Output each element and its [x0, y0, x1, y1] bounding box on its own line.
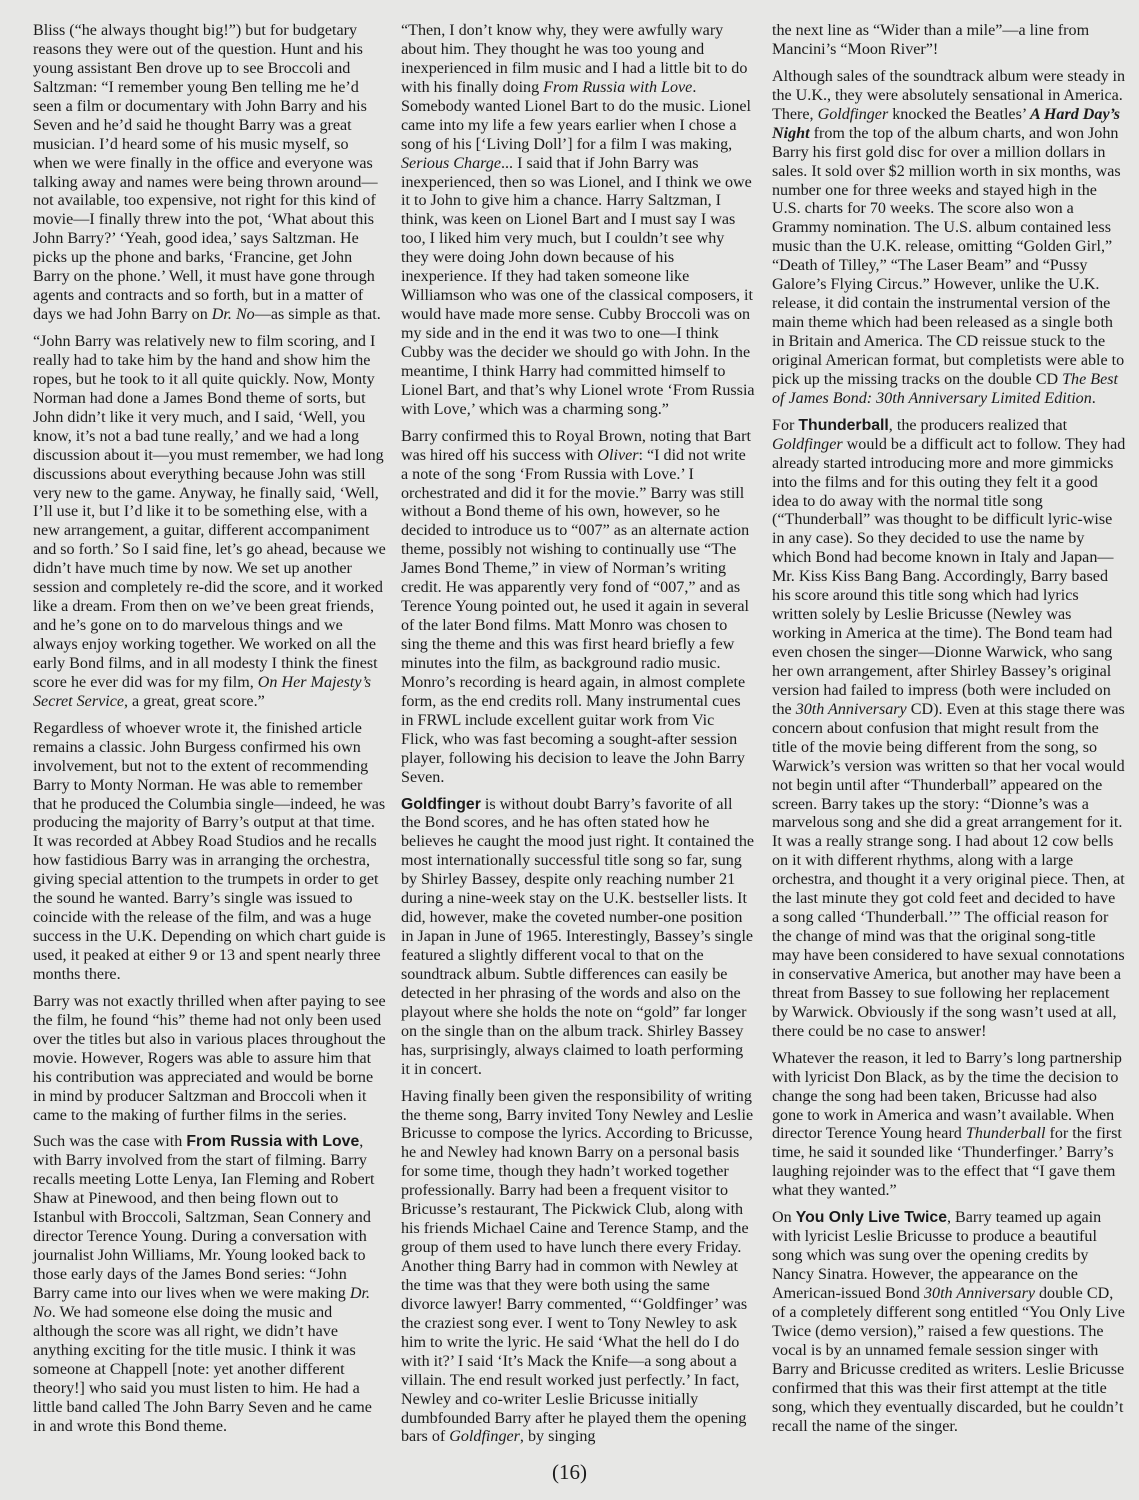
text-column-right [772, 22, 1126, 1444]
paragraph: Having finally been given the responsibility of writing the theme song, Barry invited Tony Newley and Leslie Bricusse to compose the lyrics. According to Bricusse, he and Newley had known Barry on a personal basis for some time, though they hadn’t worked together professionally. Barry had been a frequent visitor to Bricusse’s restaurant, The Pickwick Club, along with his friends Michael Caine and Terence Stamp, and the group of them used to have lunch there every Friday. Another thing Barry had in common with Newley at the time was that they were both using the same divorce lawyer! Barry commented, “‘Goldfinger’ was the craziest song ever. I went to Tony Newley to ask him to write the lyric. He said ‘What the hell do I do with it?’ I said ‘It’s Mack the Knife—a song about a villain. The end result worked just perfectly.’ In fact, Newley and co-writer Leslie Bricusse initially dumbfounded Barry after he played them the opening bars of Goldfinger, by singing [401, 1087, 754, 1446]
paragraph: Although sales of the soundtrack album were steady in the U.K., they were absolutely sensational in America. There, Goldfinger knocked the Beatles’ A Hard Day’s Night from the top of the album charts, and won John Barry his first gold disc for over a million dollars in sales. It sold over $2 million worth in six months, was number one for three weeks and stayed high in the U.S. charts for 70 weeks. The score also won a Grammy nomination. The U.S. album contained less music than the U.K. release, omitting “Golden Girl,” “Death of Tilley,” “The Laser Beam” and “Pussy Galore’s Flying Circus.” However, unlike the U.K. release, it did contain the instrumental version of the main theme which had been released as a single both in Britain and America. The CD reissue stuck to the original American format, but completists were able to pick up the missing tracks on the double CD The Best of James Bond: 30th Anniversary Limited Edition. [772, 67, 1126, 407]
paragraph: Goldfinger is without doubt Barry’s favorite of all the Bond scores, and he has often stated how he believes he caught the mood just right. It contained the most internationally successful title song so far, sung by Shirley Bassey, despite only reaching number 21 during a nine-week stay on the U.K. bestseller lists. It did, however, make the coveted number-one position in Japan in June of 1965. Interestingly, Bassey’s single featured a slightly different vocal to that on the soundtrack album. Subtle differences can easily be detected in her phrasing of the words and also on the playout where she holds the note on “gold” far longer on the single than on the album track. Shirley Bassey has, surprisingly, always claimed to loath performing it in concert. [401, 795, 755, 1078]
film-heading: Thunderball [798, 416, 889, 434]
paragraph: the next line as “Wider than a mile”—a line from Mancini’s “Moon River”! [772, 22, 1090, 58]
paragraph: “John Barry was relatively new to film scoring, and I really had to take him by the hand and show him the ropes, but he took to it all quite quickly. Now, Monty Norman had done a James Bond theme of sorts, but John didn’t like it very much, and I said, ‘Well, you know, it’s not a bad tune really,’ and we had a long discussion about it—you must remember, we had long discussions about everything because John was still very new to the game. Anyway, he finally said, ‘Well, I’ll use it, but I’d like it to be something else, with a new arrangement, a guitar, different accompaniment and so forth.’ So I said fine, let’s go ahead, because we didn’t have much time by now. We set up another session and completely re-did the score, and it worked like a dream. From then on we’ve been great friends, and he’s gone on to do marvelous things and we always enjoy working together. We worked on all the early Bond films, and in all modesty I think the finest score he ever did was for my film, On Her Majesty’s Secret Service, a great, great score.” [33, 333, 386, 710]
paragraph: Whatever the reason, it led to Barry’s long partnership with lyricist Don Black, as by the time the decision to change the song had been taken, Bricusse had also gone to work in America and wasn’t available. When director Terence Young heard Thunderball for the first time, he said it sounded like ‘Thunderfinger.’ Barry’s laughing rejoinder was to the effect that “I gave them what they wanted.” [772, 1049, 1122, 1200]
text-column-middle [401, 22, 755, 1455]
text-column-left [33, 22, 387, 1444]
paragraph: Barry confirmed this to Royal Brown, noting that Bart was hired off his success with Oliver: “I did not write a note of the song ‘From Russia with Love.’ I orchestrated and did it for the movie.” Barry was still without a Bond theme of his own, however, so he decided to introduce us to “007” as an alternate action theme, possibly not wishing to continually use “The James Bond Theme,” in view of Norman’s writing credit. He was apparently very fond of “007,” and as Terence Young pointed out, he used it again in several of the later Bond films. Matt Monro was chosen to sing the theme and this was first heard briefly a few minutes into the film, as background radio music. Monro’s recording is heard again, in almost complete form, as the end credits roll. Many instrumental cues in FRWL include excellent guitar work from Vic Flick, who was fast becoming a sought-after session player, following his decision to leave the John Barry Seven. [401, 427, 751, 786]
film-heading: You Only Live Twice [795, 1209, 947, 1227]
paragraph: Such was the case with From Russia with Love, with Barry involved from the start of filming. Barry recalls meeting Lotte Lenya, Ian Fleming and Robert Shaw at Pinewood, and then being flown out to Istanbul with Broccoli, Saltzman, Sean Connery and director Terence Young. During a conversation with journalist John Williams, Mr. Young looked back to those early days of the James Bond series: “John Barry came into our lives when we were making Dr. No. We had someone else doing the music and although the score was all right, we didn’t have anything exciting for the title music. I think it was someone at Chappell [note: yet another different theory!] who said you must listen to him. He had a little band called The John Barry Seven and he came in and wrote this Bond theme. [33, 1133, 375, 1435]
paragraph: For Thunderball, the producers realized that Goldfinger would be a difficult act to follow. They had already started introducing more and more gimmicks into the films and for this outing they felt it a good idea to do away with the normal title song (“Thunderball” was thought to be difficult lyric-wise in any case). So they decided to use the name by which Bond had become known in Italy and Japan—Mr. Kiss Kiss Bang Bang. Accordingly, Barry based his score around this title song which had lyrics written solely by Leslie Bricusse (Newley was working in America at the time). The Bond team had even chosen the singer—Dionne Warwick, who sang her own arrangement, after Shirley Bassey’s original version had failed to impress (both were included on the 30th Anniversary CD). Even at this stage there was concern about confusion that might result from the title of the movie being different from the song, so Warwick’s version was written so that her vocal would not begin until after “Thunderball” appeared on the screen. Barry takes up the story: “Dionne’s was a marvelous song and she did a great arrangement for it. It was a really strange song. I had about 12 cow bells on it with different rhythms, along with a large orchestra, and thought it a very original piece. Then, at the last minute they got cold feet and decided to have a song called ‘Thunderball.’” The official reason for the change of mind was that the original song-title may have been considered to have sexual connotations in conservative America, but another may have been a threat from Bassey to sue following her replacement by Warwick. Obviously if the song wasn’t used at all, there could be no case to answer! [772, 416, 1126, 1040]
page-number: (16) [552, 1460, 587, 1484]
paragraph: Bliss (“he always thought big!”) but for budgetary reasons they were out of the question. Hunt and his young assistant Ben drove up to see Broccoli and Saltzman: “I remember young Ben telling me he’d seen a film or documentary with John Barry and his Seven and he’d said he thought Barry was a great musician. I’d heard some of his music myself, so when we were finally in the office and everyone was talking away and names were being thrown around—not available, too expensive, not right for this kind of movie—I finally threw into the pot, ‘What about this John Barry?’ ‘Yeah, good idea,’ says Saltzman. He picks up the phone and barks, ‘Francine, get John Barry on the phone.’ Well, it must have gone through agents and contracts and so forth, but in a matter of days we had John Barry on Dr. No—as simple as that. [33, 22, 381, 324]
film-heading: Goldfinger [401, 795, 481, 813]
paragraph: Regardless of whoever wrote it, the finished article remains a classic. John Burgess confirmed his own involvement, but not to the extent of recommending Barry to Monty Norman. He was able to remember that he produced the Columbia single—indeed, he was producing the majority of Barry’s output at that time. It was recorded at Abbey Road Studios and he recalls how fastidious Barry was in arranging the orchestra, giving special attention to the trumpets in order to get the sound he wanted. Barry’s single was issued to coincide with the release of the film, and was a huge success in the U.K. Depending on which chart guide is used, it peaked at either 9 or 13 and spent nearly three months there. [33, 719, 386, 983]
paragraph: “Then, I don’t know why, they were awfully wary about him. They thought he was too young and inexperienced in film music and I had a little bit to do with his finally doing From Russia with Love. Somebody wanted Lionel Bart to do the music. Lionel came into my life a few years earlier when I chose a song of his [‘Living Doll’] for a film I was making, Serious Charge... I said that if John Barry was inexperienced, then so was Lionel, and I think we owe it to John to give him a chance. Harry Saltzman, I think, was keen on Lionel Bart and I must say I was too, I liked him very much, but I couldn’t see why they were doing John down because of his inexperience. If they had taken someone like Williamson who was one of the classical composers, it would have made more sense. Cubby Broccoli was on my side and in the end it was two to one—I think Cubby was the decider we should go with John. In the meantime, I think Harry had committed himself to Lionel Bart, and that’s why Lionel wrote ‘From Russia with Love,’ which was a charming song.” [401, 22, 755, 418]
paragraph: On You Only Live Twice, Barry teamed up again with lyricist Leslie Bricusse to produce a beautiful song which was sung over the opening credits by Nancy Sinatra. However, the appearance on the American-issued Bond 30th Anniversary double CD, of a completely different song entitled “You Only Live Twice (demo version),” raised a few questions. The vocal is by an unnamed female session singer with Barry and Bricusse credited as writers. Leslie Bricusse confirmed that this was their first attempt at the title song, which they eventually discarded, but he couldn’t recall the name of the singer. [772, 1209, 1125, 1435]
film-heading: From Russia with Love [186, 1133, 360, 1151]
paragraph: Barry was not exactly thrilled when after paying to see the film, he found “his” theme had not only been used over the titles but also in various places throughout the movie. However, Rogers was able to assure him that his contribution was appreciated and would be borne in mind by producer Saltzman and Broccoli when it came to the making of further films in the series. [33, 992, 386, 1124]
